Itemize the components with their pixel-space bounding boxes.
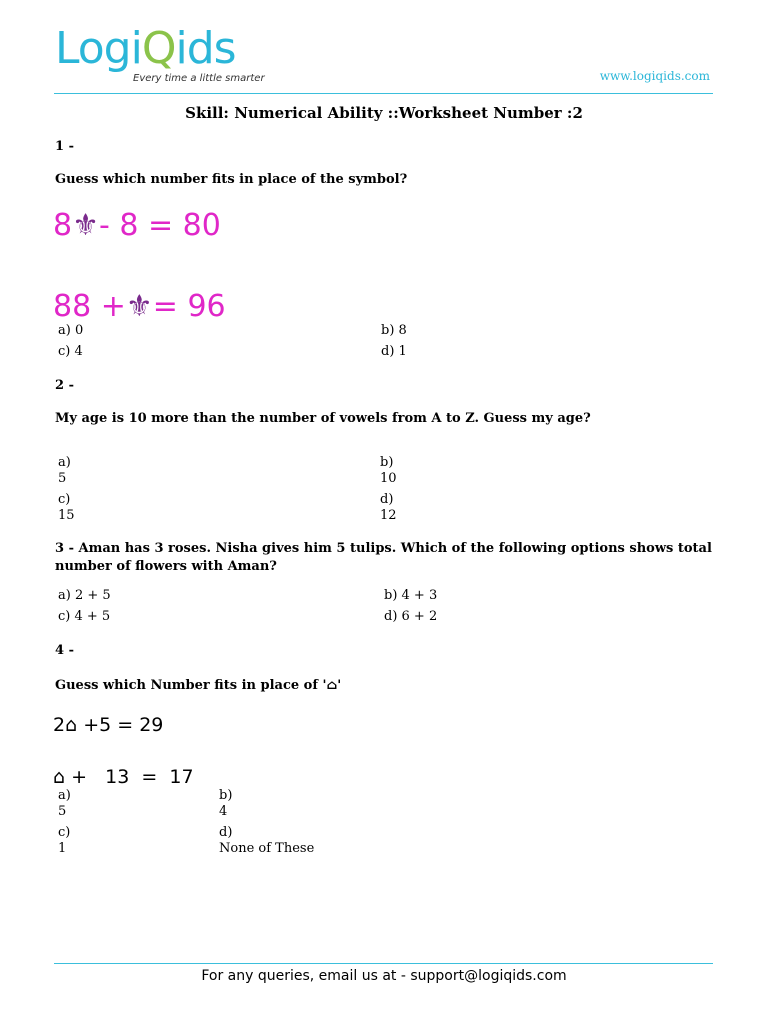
house-icon: ⌂ <box>53 766 66 788</box>
question-3-option-c[interactable]: c) 4 + 5 <box>58 609 111 624</box>
fleur-de-lis-icon: ⚜ <box>125 289 153 324</box>
question-3-text: 3 - Aman has 3 roses. Nisha gives him 5 tulips. Which of the following options shows total number of flowers with Aman? <box>55 541 712 574</box>
question-2-option-d[interactable]: d) 12 <box>380 492 397 523</box>
question-2-option-b[interactable]: b) 10 <box>380 455 397 486</box>
footer-contact: For any queries, email us at - support@logiqids.com <box>201 968 567 984</box>
question-1-option-d[interactable]: d) 1 <box>381 344 407 359</box>
question-3-option-d[interactable]: d) 6 + 2 <box>384 609 438 624</box>
logo: LogiQids <box>55 23 236 74</box>
question-1-equation-1: 8⚜- 8 = 80 <box>53 208 221 243</box>
question-4-text: Guess which Number fits in place of '⌂' <box>55 678 342 693</box>
question-1-option-c[interactable]: c) 4 <box>58 344 83 359</box>
question-4-number: 4 - <box>55 643 74 658</box>
question-4-option-a[interactable]: a) 5 <box>58 788 71 819</box>
question-1-text: Guess which number fits in place of the symbol? <box>55 172 408 187</box>
worksheet-title: Skill: Numerical Ability ::Worksheet Number :2 <box>185 104 583 122</box>
fleur-de-lis-icon: ⚜ <box>72 208 99 243</box>
house-icon: ⌂ <box>65 714 78 736</box>
question-4-option-b[interactable]: b) 4 <box>219 788 233 819</box>
question-1-option-b[interactable]: b) 8 <box>381 323 407 338</box>
question-3-option-b[interactable]: b) 4 + 3 <box>384 588 438 603</box>
question-1-number: 1 - <box>55 139 74 154</box>
question-2-number: 2 - <box>55 378 74 393</box>
question-1-option-a[interactable]: a) 0 <box>58 323 84 338</box>
question-3-option-a[interactable]: a) 2 + 5 <box>58 588 111 603</box>
question-2-option-c[interactable]: c) 15 <box>58 492 75 523</box>
question-4-option-c[interactable]: c) 1 <box>58 825 71 856</box>
header-divider <box>54 93 713 94</box>
question-4-equation-2: ⌂ + 13 = 17 <box>53 766 194 788</box>
site-url-link[interactable]: www.logiqids.com <box>599 69 710 83</box>
question-4-option-d[interactable]: d) None of These <box>219 825 315 856</box>
question-1-equation-2: 88 +⚜= 96 <box>53 289 226 324</box>
question-4-equation-1: 2⌂ +5 = 29 <box>53 714 164 736</box>
tagline: Every time a little smarter <box>133 73 265 84</box>
question-2-text: My age is 10 more than the number of vowels from A to Z. Guess my age? <box>55 411 591 426</box>
footer-divider <box>54 963 713 964</box>
question-2-option-a[interactable]: a) 5 <box>58 455 71 486</box>
